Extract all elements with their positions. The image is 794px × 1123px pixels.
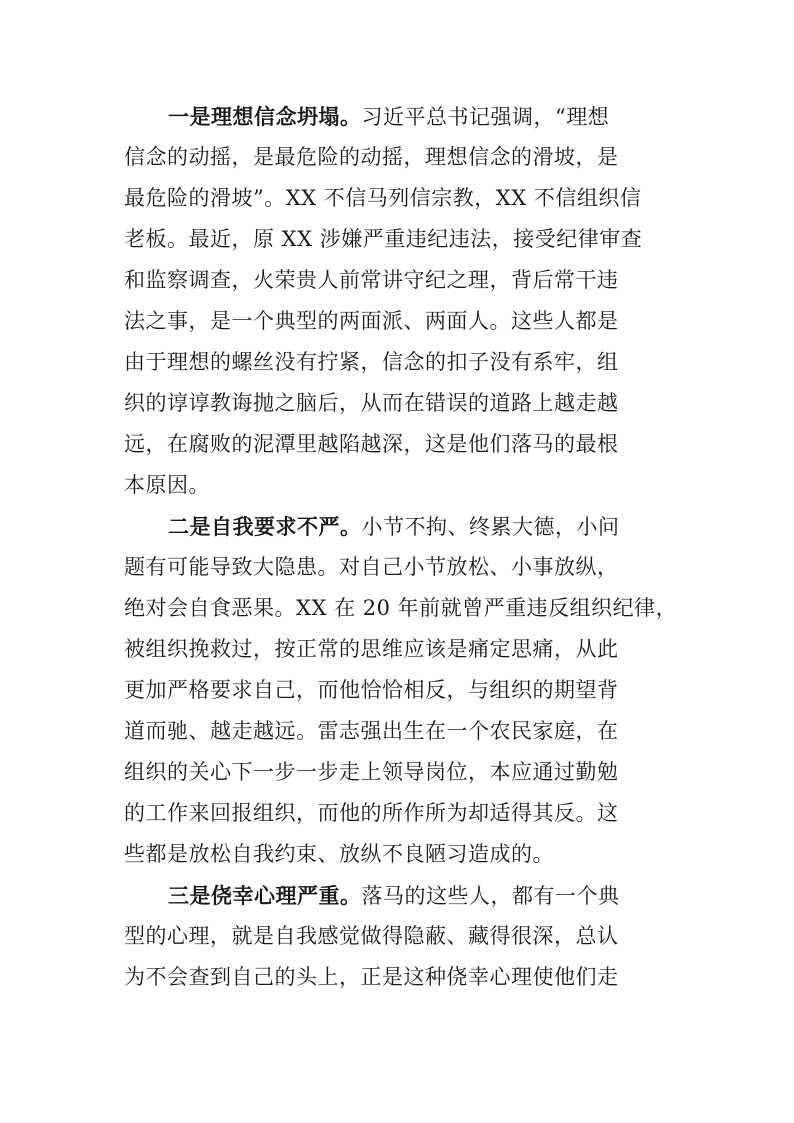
paragraph-1-first-line bbox=[124, 96, 680, 137]
paragraph-1-text: 习近平总书记强调，“理想 bbox=[361, 105, 610, 129]
paragraph-2-first-line bbox=[124, 506, 680, 547]
paragraph-2-heading: 二是自我要求不严。 bbox=[168, 514, 362, 539]
text-line: 法之事，是一个典型的两面派、两面人。这些人都是 bbox=[124, 309, 619, 333]
text-line: 道而驰、越走越远。雷志强出生在一个农民家庭，在 bbox=[124, 719, 619, 743]
text-line: 组织的关心下一步一步走上领导岗位，本应通过勤勉 bbox=[124, 760, 619, 784]
text-line: 的工作来回报组织，而他的所作所为却适得其反。这 bbox=[124, 801, 619, 825]
paragraph-3-text: 落马的这些人，都有一个典 bbox=[361, 884, 620, 908]
paragraph-3-first-line bbox=[124, 875, 680, 916]
text-line: 远，在腐败的泥潭里越陷越深，这是他们落马的最根 bbox=[124, 432, 619, 456]
text-line: 本原因。 bbox=[124, 473, 210, 497]
text-line: 最危险的滑坡”。XX 不信马列信宗教，XX 不信组织信 bbox=[124, 186, 642, 210]
paragraph-1-heading: 一是理想信念坍塌。 bbox=[168, 104, 362, 129]
text-line: 由于理想的螺丝没有拧紧，信念的扣子没有系牢，组 bbox=[124, 350, 619, 374]
text-line: 老板。最近，原 XX 涉嫌严重违纪违法，接受纪律审查 bbox=[124, 227, 643, 251]
paragraph-2-text: 小节不拘、终累大德，小问 bbox=[361, 515, 620, 539]
text-line: 些都是放松自我约束、放纵不良陋习造成的。 bbox=[124, 842, 554, 866]
paragraph-3-heading: 三是侥幸心理严重。 bbox=[168, 883, 362, 908]
text-line: 为不会查到自己的头上，正是这种侥幸心理使他们走 bbox=[124, 965, 619, 989]
text-line: 信念的动摇，是最危险的动摇，理想信念的滑坡，是 bbox=[124, 145, 619, 169]
text-line: 绝对会自食恶果。XX 在 20 年前就曾严重违反组织纪律， bbox=[124, 596, 678, 620]
text-line: 织的谆谆教诲抛之脑后，从而在错误的道路上越走越 bbox=[124, 391, 619, 415]
text-line: 题有可能导致大隐患。对自己小节放松、小事放纵， bbox=[124, 555, 619, 579]
text-line: 和监察调查，火荣贵人前常讲守纪之理，背后常干违 bbox=[124, 268, 619, 292]
document-body bbox=[124, 96, 680, 998]
text-line: 型的心理，就是自我感觉做得隐蔽、藏得很深，总认 bbox=[124, 924, 619, 948]
text-line: 更加严格要求自己，而他恰恰相反，与组织的期望背 bbox=[124, 678, 619, 702]
text-line: 被组织挽救过，按正常的思维应该是痛定思痛，从此 bbox=[124, 637, 619, 661]
